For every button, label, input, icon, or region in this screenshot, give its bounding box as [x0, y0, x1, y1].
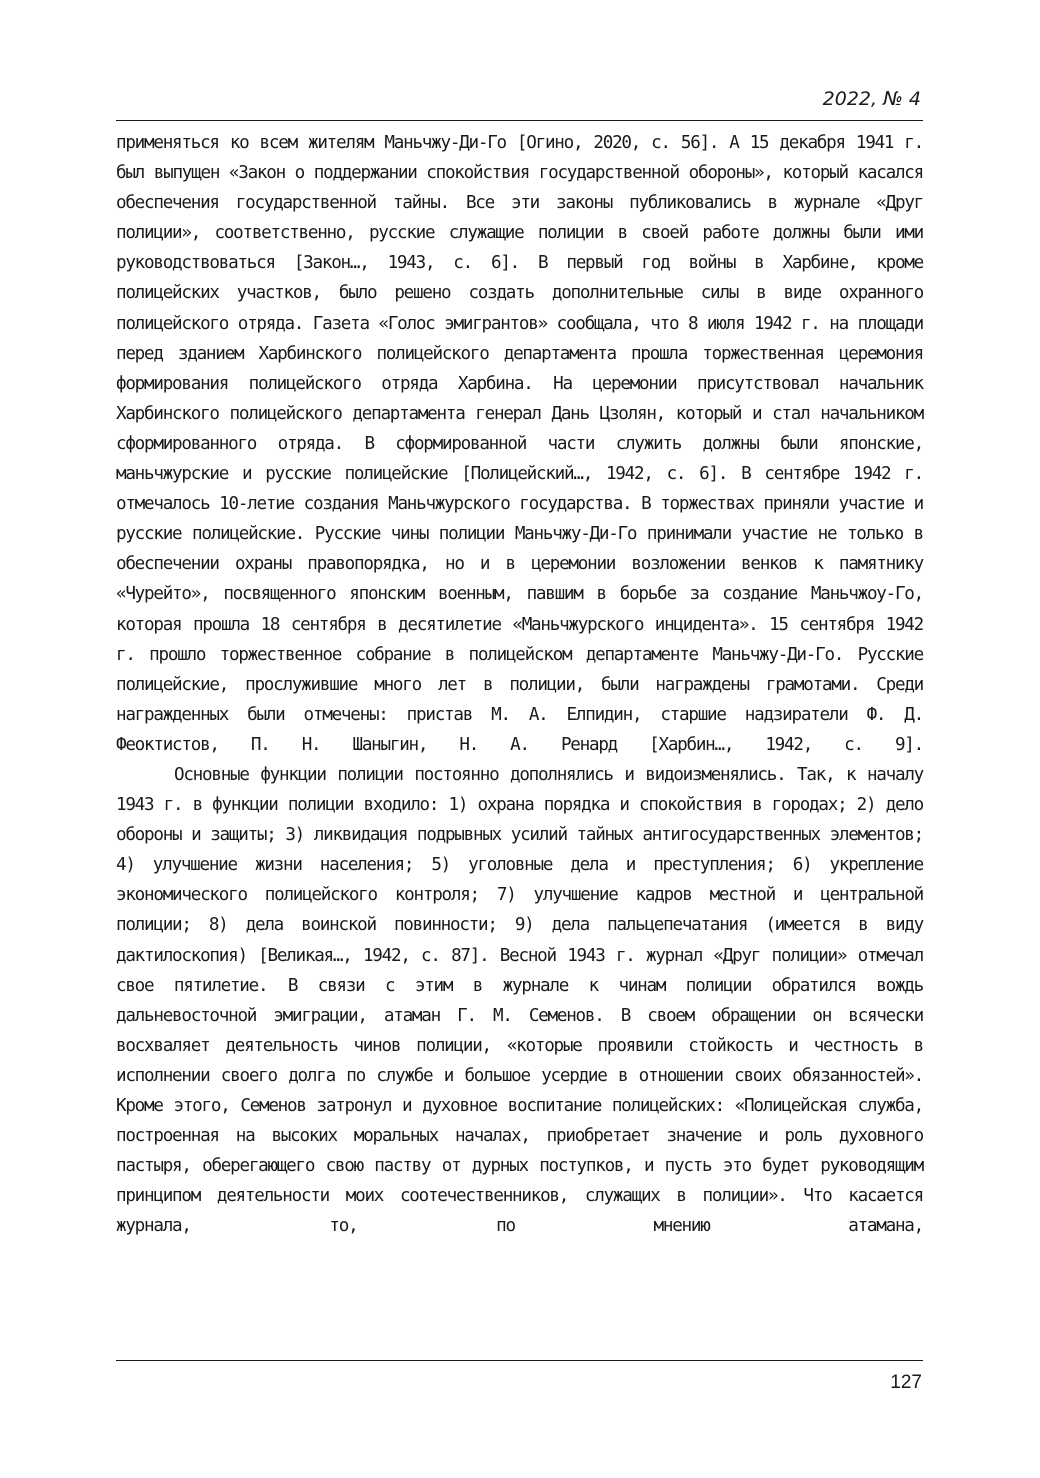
- paragraph-continued: применяться ко всем жителям Маньчжу-Ди-Го [Огино, 2020, с. 56]. А 15 декабря 1941 г. был выпущен «Закон о поддержании спокойствия государственной обороны», который касался обеспечения государственной тайны. Все эти законы публиковались в журнале «Друг полиции», соответственно, русские служащие полиции в своей работе должны были ими руководствоваться [Закон…, 1943, с. 6]. В первый год войны в Харбине, кроме полицейских участков, было решено создать дополнительные силы в виде охранного полицейского отряда. Газета «Голос эмигрантов» сообщала, что 8 июля 1942 г. на площади перед зданием Харбинского полицейского департамента прошла торжественная церемония формирования полицейского отряда Харбина. На церемонии присутствовал начальник Харбинского полицейского департамента генерал Дань Цзолян, который и стал начальником сформированного отряда. В сформированной части служить должны были японские, маньчжурские и русские полицейские [Полицейский…, 1942, с. 6]. В сентябре 1942 г. отмечалось 10-летие создания Маньчжурского государства. В торжествах приняли участие и русские полицейские. Русские чины полиции Маньчжу-Ди-Го принимали участие не только в обеспечении охраны правопорядка, но и в церемонии возложении венков к памятнику «Чурейто», посвященного японским военным, павшим в борьбе за создание Маньчжоу-Го, которая прошла 18 сентября в десятилетие «Маньчжурского инцидента». 15 сентября 1942 г. прошло торжественное собрание в полицейском департаменте Маньчжу-Ди-Го. Русские полицейские, прослужившие много лет в полиции, были награждены грамотами. Среди награжденных были отмечены: пристав М. А. Елпидин, старшие надзиратели Ф. Д. Феоктистов, П. Н. Шаныгин, Н. А. Ренард [Харбин…, 1942, с. 9].: [116, 133, 923, 755]
- journal-issue-label: 2022, № 4: [822, 88, 921, 110]
- article-body: [116, 128, 923, 1241]
- running-header: [116, 84, 923, 121]
- paragraph-police-functions: Основные функции полиции постоянно дополнялись и видоизменялись. Так, к началу 1943 г. в функции полиции входило: 1) охрана порядка и спокойствия в городах; 2) дело обороны и защиты; 3) ликвидация подрывных усилий тайных антигосударственных элементов; 4) улучшение жизни населения; 5) уголовные дела и преступления; 6) укрепление экономического полицейского контроля; 7) улучшение кадров местной и центральной полиции; 8) дела воинской повинности; 9) дела пальцепечатания (имеется в виду дактилоскопия) [Великая…, 1942, с. 87]. Весной 1943 г. журнал «Друг полиции» отмечал свое пятилетие. В связи с этим в журнале к чинам полиции обратился вождь дальневосточной эмиграции, атаман Г. М. Семенов. В своем обращении он всячески восхваляет деятельность чинов полиции, «которые проявили стойкость и честность в исполнении своего долга по службе и большое усердие в отношении своих обязанностей». Кроме этого, Семенов затронул и духовное воспитание полицейских: «Полицейская служба, построенная на высоких моральных началах, приобретает значение и роль духовного пастыря, оберегающего свою паству от дурных поступков, и пусть это будет руководящим принципом деятельности моих соотечественников, служащих в полиции». Что касается журнала, то, по мнению атамана,: [116, 764, 923, 1237]
- footer-divider: [116, 1360, 923, 1361]
- page-number: 127: [890, 1372, 922, 1393]
